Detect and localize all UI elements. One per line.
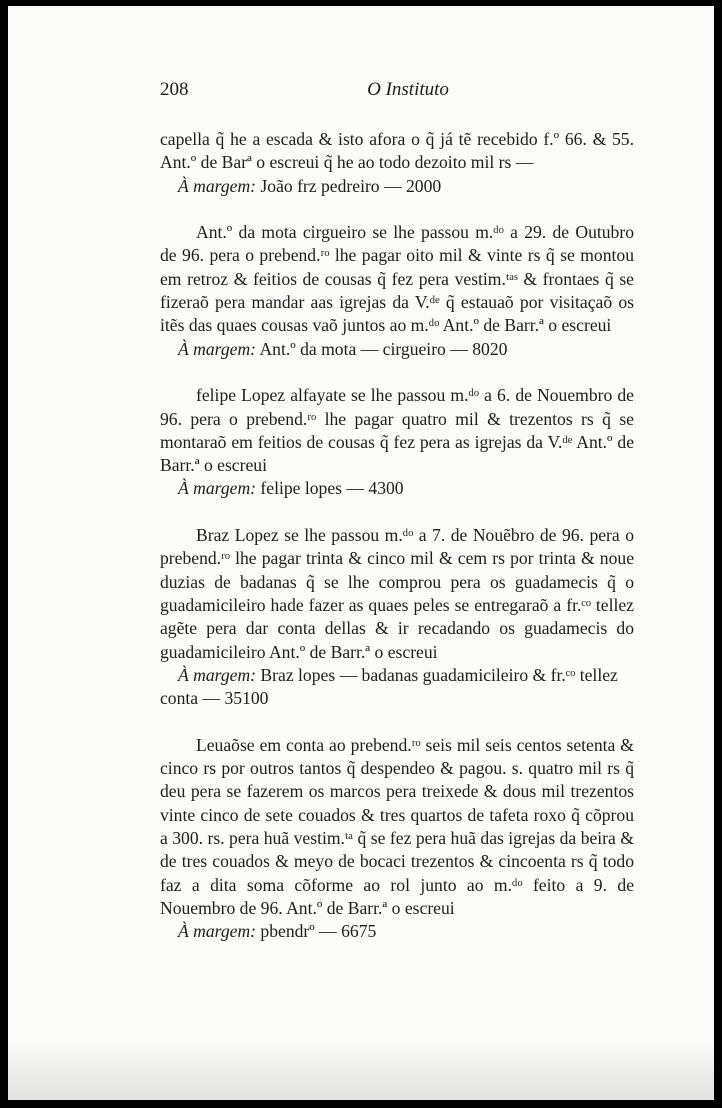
margin-label: À margem:	[178, 664, 257, 685]
entry	[160, 734, 634, 944]
margin-label: À margem:	[178, 338, 257, 359]
margin-note	[160, 664, 634, 711]
entry	[160, 384, 634, 500]
margin-note	[160, 477, 634, 500]
entry-text: felipe Lopez alfayate se lhe passou m.ᵈᵒ a 6. de Nouembro de 96. pera o prebend.ʳᵒ lhe pagar quatro mil & trezentos rs q̃ se montaraõ em feitios de cousas q̃ fez pera as igrejas da V.ᵈᵉ Ant.º de Barr.ª o escreui	[160, 385, 634, 476]
entry	[160, 128, 634, 198]
margin-note	[160, 175, 634, 198]
margin-note-text: Ant.º da mota — cirgueiro — 8020	[259, 338, 508, 359]
margin-label: À margem:	[178, 175, 257, 196]
page-header	[160, 79, 634, 105]
margin-note-text: Braz lopes — badanas guadamicileiro & fr.ᶜᵒ tellez conta — 35100	[160, 664, 618, 709]
running-title: O Instituto	[367, 79, 449, 100]
entry	[160, 524, 634, 710]
margin-note	[160, 338, 634, 361]
margin-note-text: João frz pedreiro — 2000	[260, 175, 442, 196]
entry-text: Ant.º da mota cirgueiro se lhe passou m.ᵈᵒ a 29. de Outubro de 96. pera o prebend.ʳᵒ lhe pagar oito mil & vinte rs q̃ se montou em retroz & feitios de cousas q̃ fez pera vestim.ᵗᵃˢ & frontaes q̃ se fizeraõ pera mandar aas igrejas da V.ᵈᵉ q̃ estauaõ por visitaçaõ os itẽs das quaes cousas vaõ juntos ao m.ᵈᵒ Ant.º de Barr.ª o escreui	[160, 222, 634, 336]
text-block	[160, 128, 634, 967]
entry	[160, 221, 634, 361]
entry-text: capella q̃ he a escada & isto afora o q̃ já tẽ recebido f.º 66. & 55. Ant.º de Barª o escreui q̃ he ao todo dezoito mil rs —	[160, 129, 634, 173]
margin-note	[160, 920, 634, 943]
entry-text: Braz Lopez se lhe passou m.ᵈᵒ a 7. de Nouẽbro de 96. pera o prebend.ʳᵒ lhe pagar trinta & cinco mil & cem rs por trinta & noue duzias de badanas q̃ se lhe comprou pera os guadamecis q̃ o guadamicileiro hade fazer as quaes peles se entregaraõ a fr.ᶜᵒ tellez agẽte pera dar conta dellas & ir recadando os guadamecis do guadamicileiro Ant.º de Barr.ª o escreui	[160, 525, 634, 662]
entry-text: Leuaõse em conta ao prebend.ʳᵒ seis mil seis centos setenta & cinco rs por outros tantos q̃ despendeo & pagou. s. quatro mil rs q̃ deu pera se fazerem os marcos pera treixede & dous mil trezentos vinte cinco de sete couados & tres quartos de tafeta roxo q̃ cõprou a 300. rs. pera huã vestim.ᵗᵃ q̃ se fez pera huã das igrejas da beira & de tres couados & meyo de bocaci trezentos & cincoenta rs q̃ todo faz a dita soma cõforme ao rol junto ao m.ᵈᵒ feito a 9. de Nouembro de 96. Ant.º de Barr.ª o escreui	[160, 734, 634, 918]
book-page	[8, 6, 714, 1100]
margin-label: À margem:	[178, 478, 257, 499]
margin-note-text: pbendrº — 6675	[260, 921, 377, 942]
page-number: 208	[160, 79, 189, 100]
margin-note-text: felipe lopes — 4300	[260, 478, 404, 499]
margin-label: À margem:	[178, 921, 257, 942]
